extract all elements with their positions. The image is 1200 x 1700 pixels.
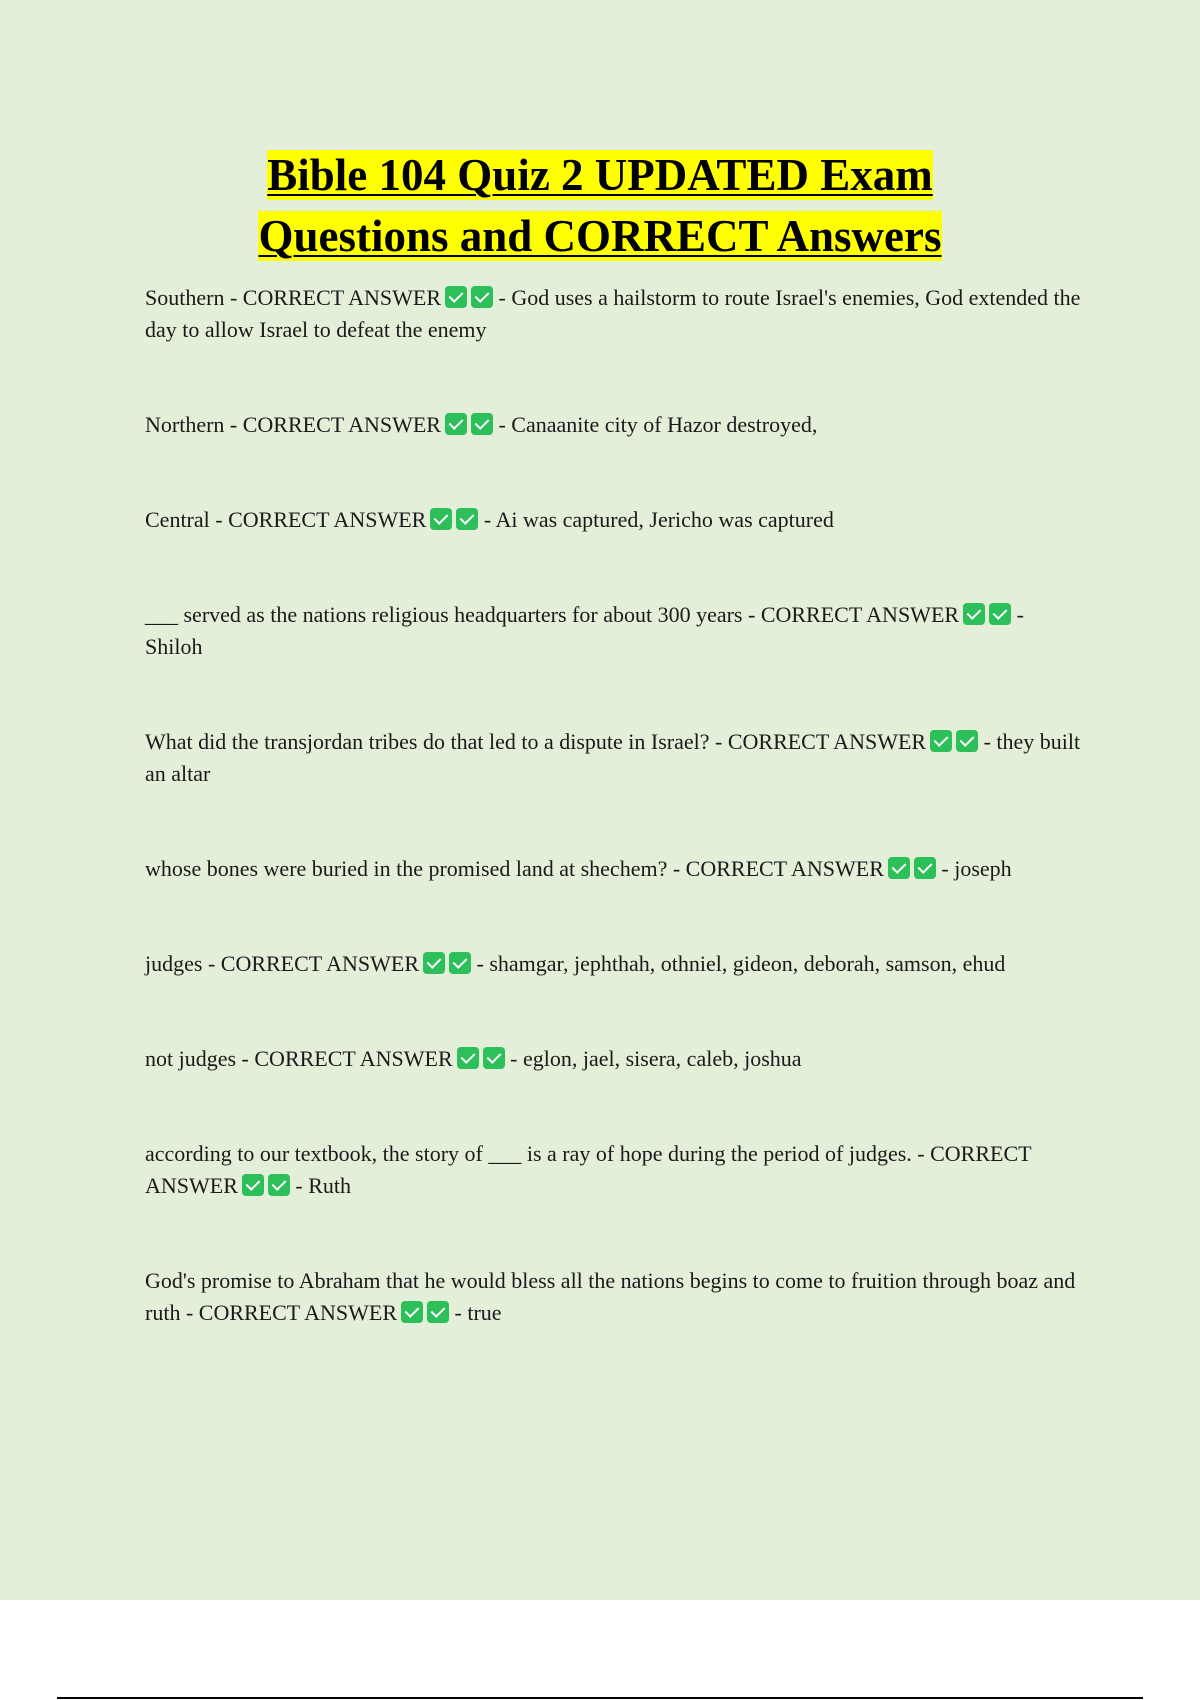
question-text: whose bones were buried in the promised land at shechem? - CORRECT ANSWER [145,856,884,881]
question-text: according to our textbook, the story of ___ is a ray of hope during the period of judges. - CORRECT ANSWER [145,1141,1032,1198]
check-mark-icon [457,1047,479,1069]
check-mark-icon [268,1174,290,1196]
check-mark-icon [449,952,471,974]
qa-item [145,1138,1085,1202]
question-text: judges - CORRECT ANSWER [145,951,420,976]
question-text: God's promise to Abraham that he would bless all the nations begins to come to fruition through boaz and ruth - CORRECT ANSWER [145,1268,1076,1325]
answer-text: - Ruth [295,1173,352,1198]
qa-item [145,282,1085,346]
check-mark-icon [471,413,493,435]
check-mark-icon [456,508,478,530]
qa-item [145,726,1085,790]
question-text: Southern - CORRECT ANSWER [145,285,442,310]
check-mark-icon [914,857,936,879]
check-mark-icon [989,603,1011,625]
check-mark-icon [445,286,467,308]
question-text: not judges - CORRECT ANSWER [145,1046,453,1071]
question-text: Central - CORRECT ANSWER [145,507,427,532]
title-line-1: Bible 104 Quiz 2 UPDATED Exam [267,150,933,200]
qa-item [145,504,1085,536]
check-mark-icon [423,952,445,974]
check-mark-icon [483,1047,505,1069]
answer-text: - joseph [941,856,1012,881]
title-line-2: Questions and CORRECT Answers [258,211,942,261]
qa-item [145,1043,1085,1075]
check-mark-icon [401,1301,423,1323]
answer-text: - eglon, jael, sisera, caleb, joshua [510,1046,802,1071]
qa-item [145,853,1085,885]
check-mark-icon [427,1301,449,1323]
qa-item [145,948,1085,980]
check-mark-icon [445,413,467,435]
question-text: ___ served as the nations religious headquarters for about 300 years - CORRECT ANSWER [145,602,960,627]
answer-text: - God uses a hailstorm to route Israel's enemies, God extended the day to allow Israel to defeat the enemy [145,285,1081,342]
question-text: What did the transjordan tribes do that led to a dispute in Israel? - CORRECT ANSWER [145,729,927,754]
check-mark-icon [888,857,910,879]
check-mark-icon [471,286,493,308]
check-mark-icon [956,730,978,752]
answer-text: - shamgar, jephthah, othniel, gideon, deborah, samson, ehud [476,951,1006,976]
qa-list [145,282,1085,1392]
qa-item [145,409,1085,441]
check-mark-icon [963,603,985,625]
check-mark-icon [242,1174,264,1196]
check-mark-icon [930,730,952,752]
answer-text: - they built an altar [145,729,1081,786]
qa-item [145,1265,1085,1329]
answer-text: - Shiloh [145,602,1024,659]
page-title [0,145,1200,267]
answer-text: - Canaanite city of Hazor destroyed, [498,412,818,437]
qa-item [145,599,1085,663]
answer-text: - true [454,1300,502,1325]
footer-divider [57,1697,1143,1699]
answer-text: - Ai was captured, Jericho was captured [483,507,834,532]
check-mark-icon [430,508,452,530]
question-text: Northern - CORRECT ANSWER [145,412,441,437]
